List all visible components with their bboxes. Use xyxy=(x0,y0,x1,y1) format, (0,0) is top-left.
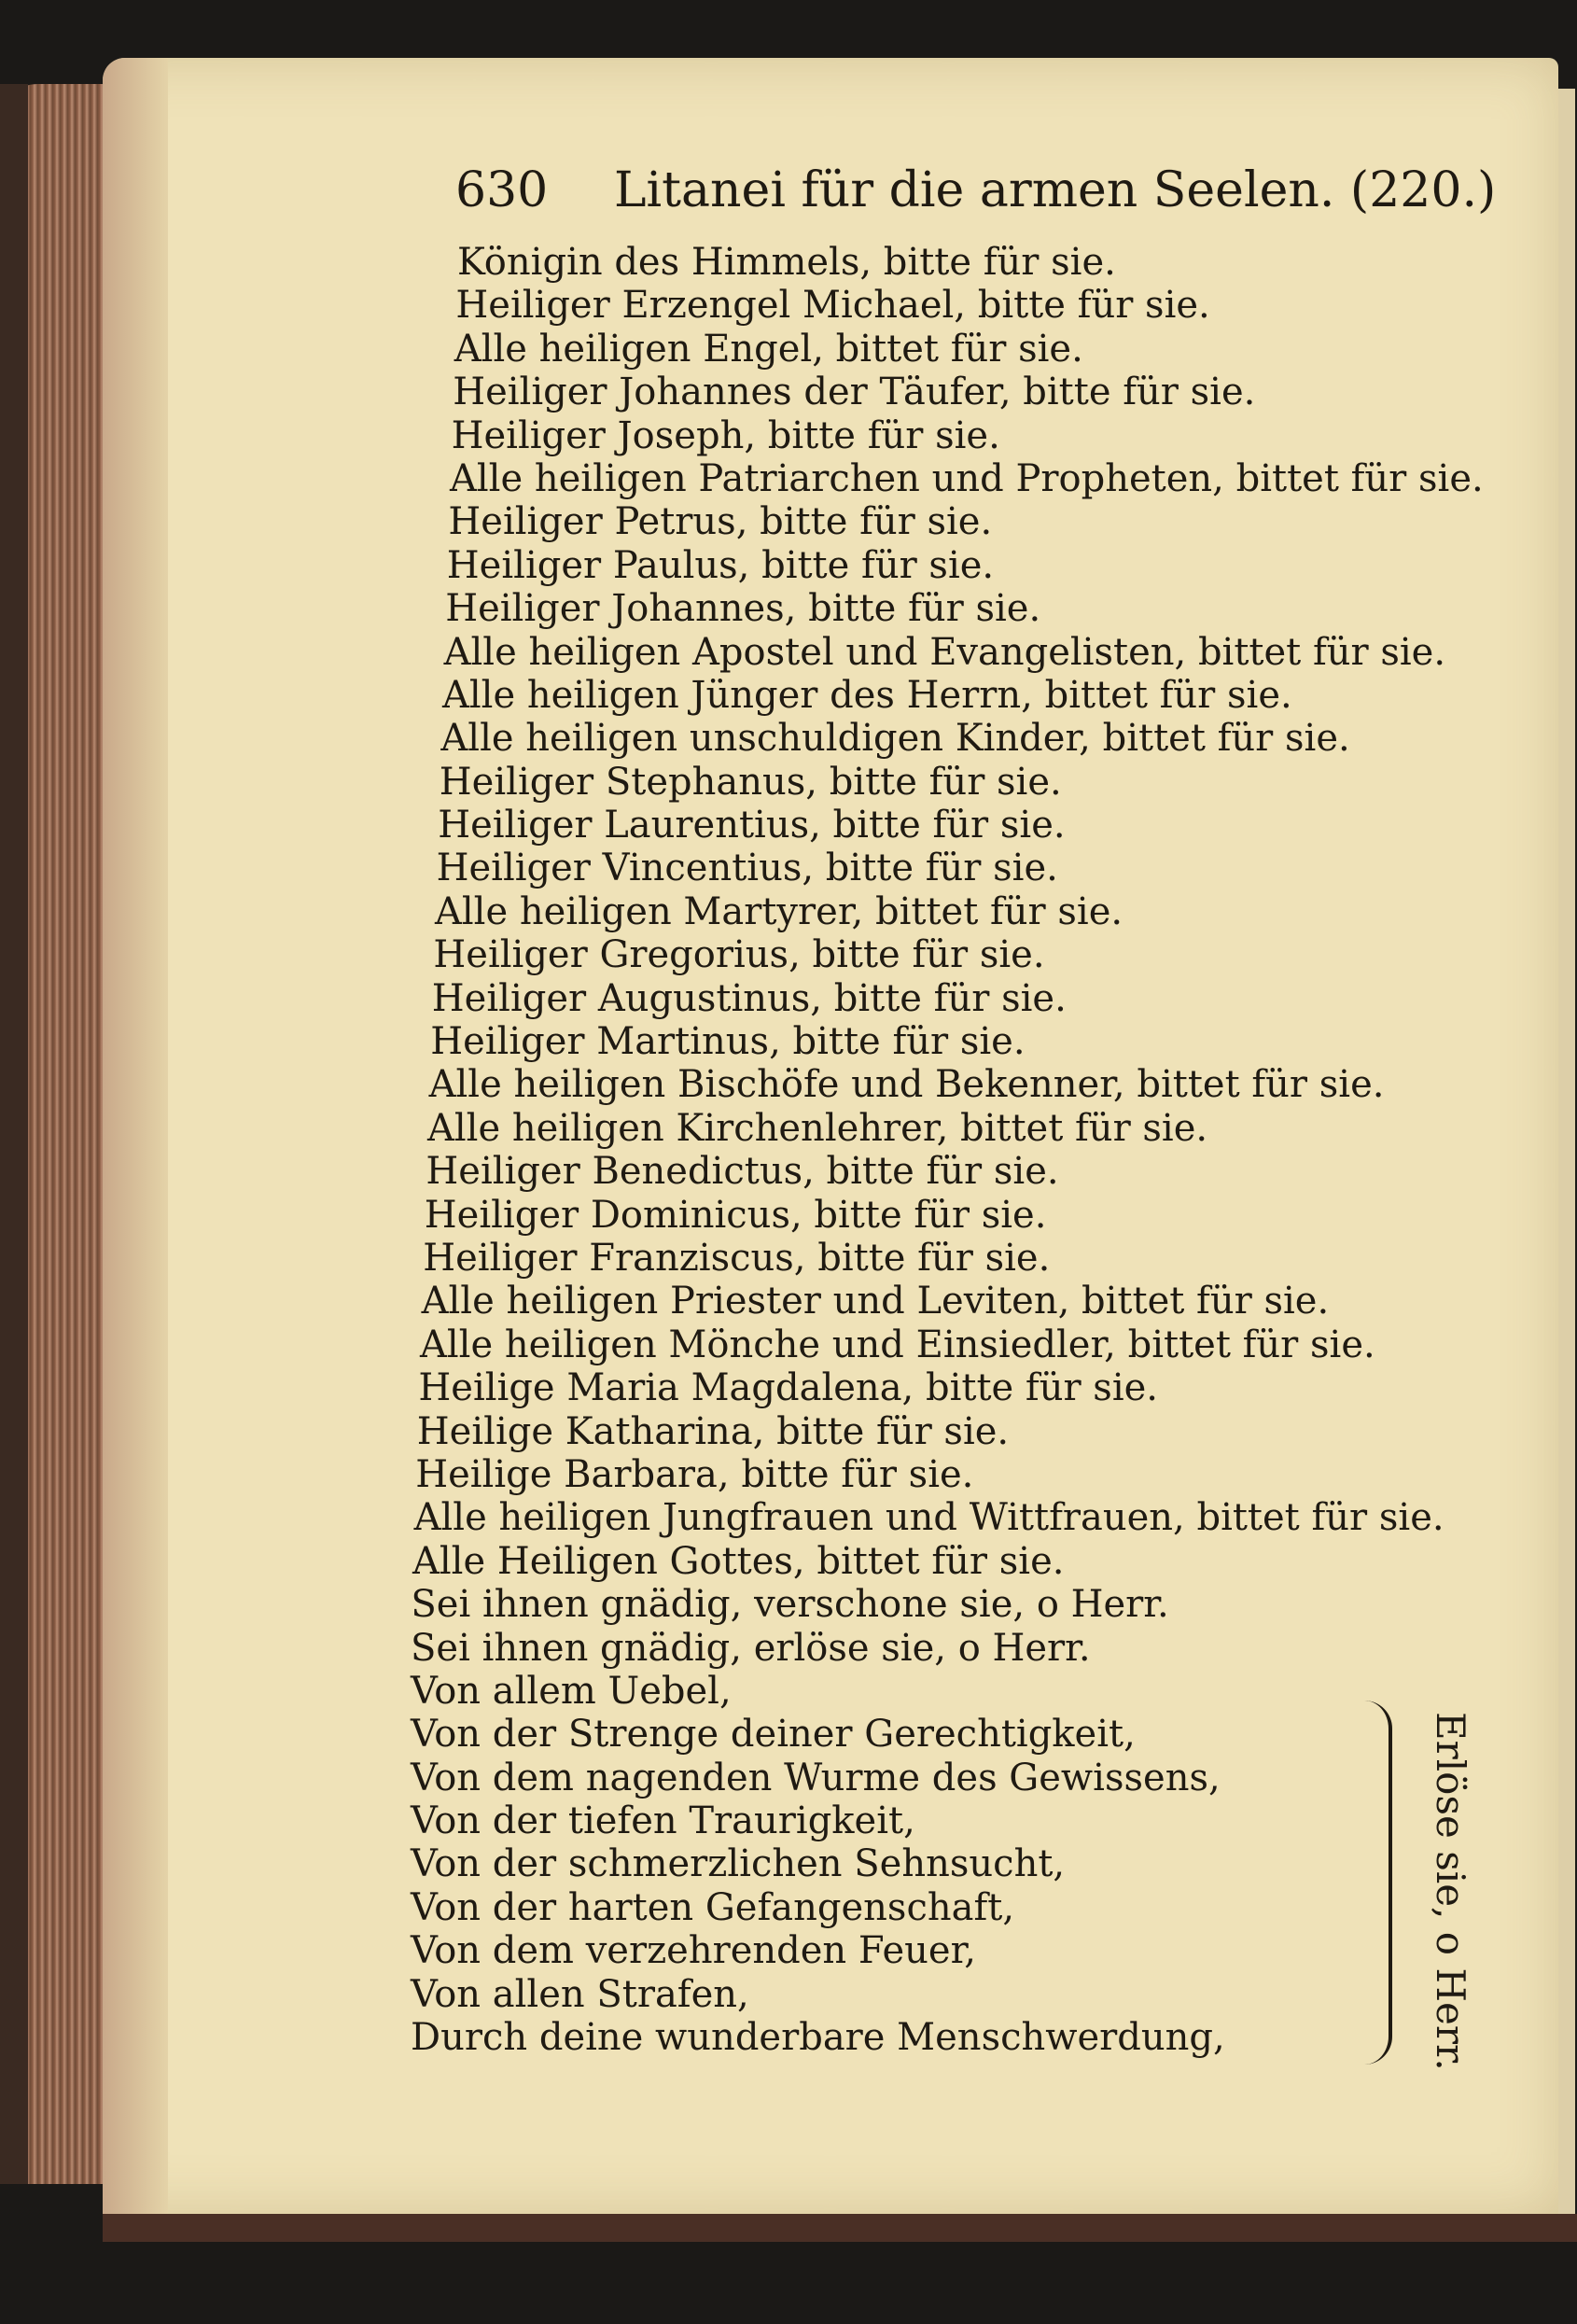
litany-line: Durch deine wunderbare Menschwerdung, xyxy=(411,2016,1225,2060)
litany-line: Von der schmerzlichen Sehnsucht, xyxy=(411,1842,1066,1886)
litany-line: Heiliger Erzengel Michael, bitte für sie. xyxy=(455,284,1210,328)
litany-line: Von dem nagenden Wurme des Gewissens, xyxy=(411,1756,1221,1799)
litany-line: Heiliger Paulus, bitte für sie. xyxy=(446,543,995,587)
cover-edge xyxy=(103,2214,1577,2242)
litany-line: Alle Heiligen Gottes, bittet für sie. xyxy=(412,1539,1065,1583)
running-header xyxy=(455,151,1497,235)
litany-line: Alle heiligen Jünger des Herrn, bittet für sie. xyxy=(442,673,1292,717)
litany-line: Von dem verzehrenden Feuer, xyxy=(411,1929,977,1973)
litany-line: Heiliger Dominicus, bitte für sie. xyxy=(424,1193,1047,1237)
litany-line: Alle heiligen Jungfrauen und Wittfrauen, bittet für sie. xyxy=(413,1496,1444,1540)
litany-line: Heiliger Gregorius, bitte für sie. xyxy=(433,933,1045,977)
litany-line: Heilige Katharina, bitte für sie. xyxy=(416,1409,1010,1453)
litany-line: Von der tiefen Traurigkeit, xyxy=(411,1799,915,1843)
litany-line: Alle heiligen Mönche und Einsiedler, bittet für sie. xyxy=(420,1323,1375,1366)
litany-line: Sei ihnen gnädig, verschone sie, o Herr. xyxy=(411,1583,1169,1627)
litany-line: Heiliger Benedictus, bitte für sie. xyxy=(426,1150,1059,1194)
litany-line: Heiliger Martinus, bitte für sie. xyxy=(430,1020,1026,1064)
litany-line: Königin des Himmels, bitte für sie. xyxy=(457,241,1116,284)
litany-line: Sei ihnen gnädig, erlöse sie, o Herr. xyxy=(411,1626,1091,1670)
running-title: Litanei für die armen Seelen. (220.) xyxy=(614,162,1497,218)
litany-line: Heiliger Augustinus, bitte für sie. xyxy=(431,976,1067,1020)
litany-line: Alle heiligen Kirchenlehrer, bittet für sie. xyxy=(427,1106,1208,1150)
page-gutter-shade xyxy=(103,58,168,2214)
litany-line: Heiliger Laurentius, bitte für sie. xyxy=(438,804,1066,847)
litany-line: Heiliger Franziscus, bitte für sie. xyxy=(423,1236,1051,1280)
litany-line: Alle heiligen Patriarchen und Propheten, bittet für sie. xyxy=(450,456,1484,500)
litany-line: Von der harten Gefangenschaft, xyxy=(411,1885,1015,1929)
litany-line: Heiliger Johannes der Täufer, bitte für sie. xyxy=(453,371,1256,414)
brace-response: Erlöse sie, o Herr. xyxy=(1428,1712,1473,2071)
litany-line: Heiliger Stephanus, bitte für sie. xyxy=(439,760,1062,804)
litany-line: Alle heiligen Priester und Leviten, bittet für sie. xyxy=(421,1280,1330,1323)
litany-line: Alle heiligen Bischöfe und Bekenner, bittet für sie. xyxy=(428,1063,1385,1107)
litany-line: Heiliger Vincentius, bitte für sie. xyxy=(436,847,1058,890)
litany-text xyxy=(411,241,1512,2059)
litany-line: Heilige Maria Magdalena, bitte für sie. xyxy=(418,1366,1159,1410)
litany-line: Alle heiligen Martyrer, bittet für sie. xyxy=(435,889,1123,933)
litany-line: Heiliger Petrus, bitte für sie. xyxy=(448,500,993,544)
litany-line: Von allen Strafen, xyxy=(411,1972,749,2016)
litany-line: Alle heiligen Engel, bittet für sie. xyxy=(454,327,1083,371)
book-spine-edge xyxy=(0,84,28,2184)
litany-line: Heiliger Johannes, bitte für sie. xyxy=(445,587,1041,631)
litany-line: Von der Strenge deiner Gerechtigkeit, xyxy=(411,1713,1136,1757)
page-number: 630 xyxy=(455,162,549,218)
litany-line: Heilige Barbara, bitte für sie. xyxy=(415,1452,974,1496)
litany-line: Alle heiligen Apostel und Evangelisten, bittet für sie. xyxy=(443,630,1446,674)
litany-line: Alle heiligen unschuldigen Kinder, bittet für sie. xyxy=(440,717,1350,761)
curly-brace xyxy=(1364,1701,1392,2065)
litany-line: Heiliger Joseph, bitte für sie. xyxy=(451,413,1000,457)
litany-line: Von allem Uebel, xyxy=(411,1669,732,1713)
